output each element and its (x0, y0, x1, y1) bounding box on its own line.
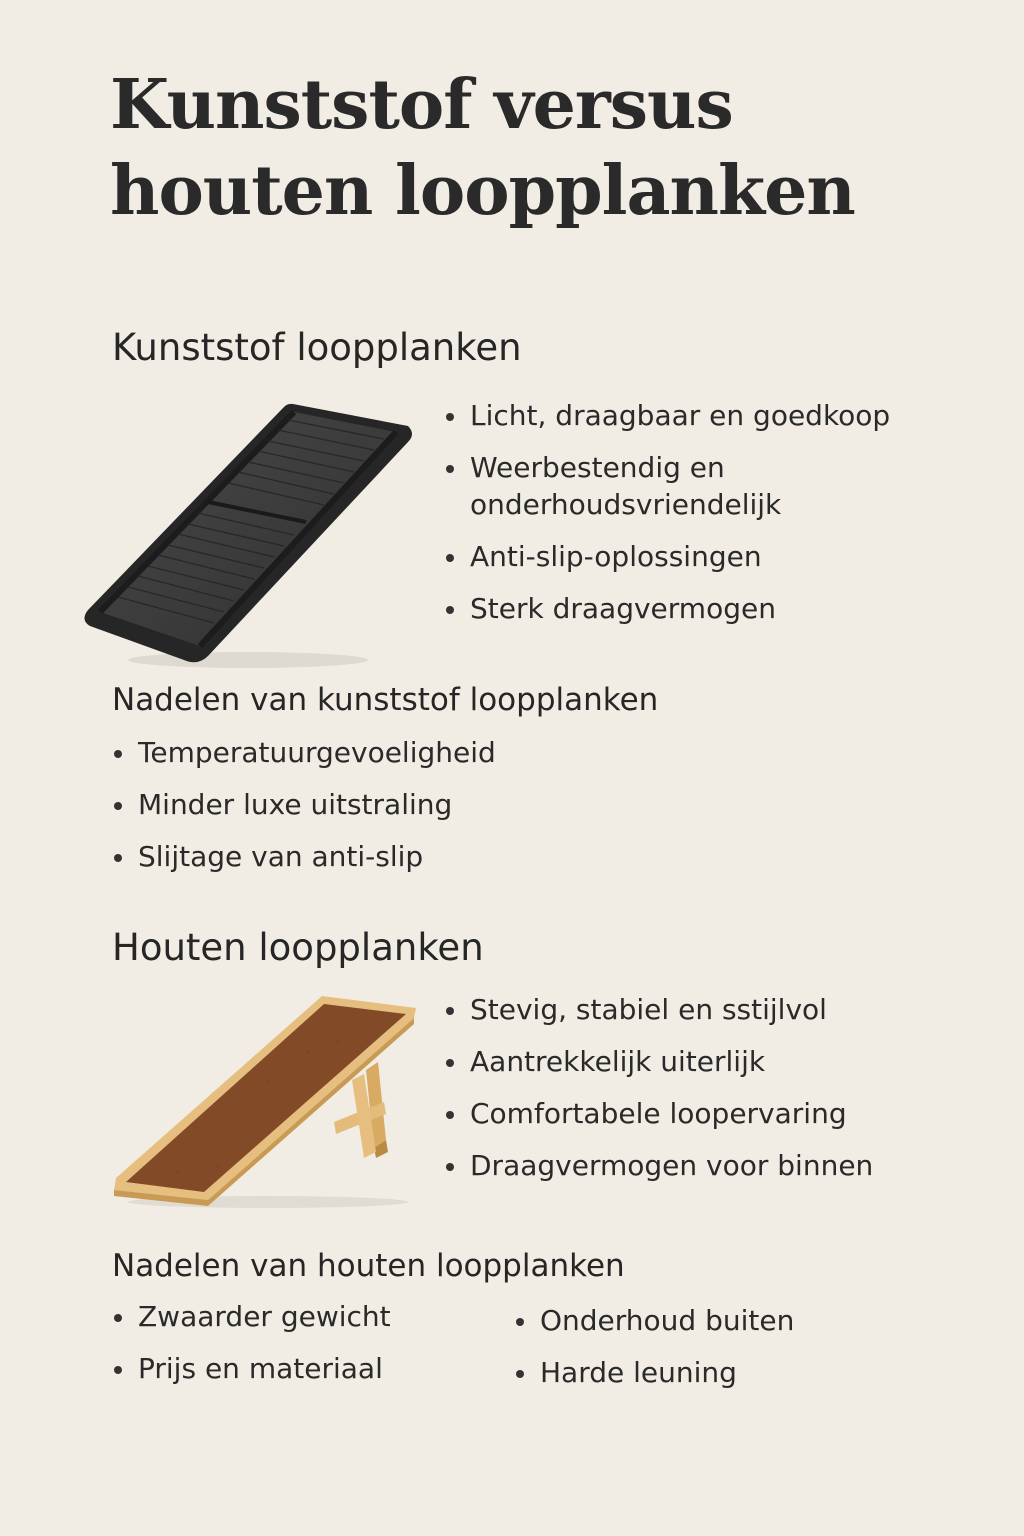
plastic-cons-heading: Nadelen van kunststof loopplanken (112, 682, 659, 718)
list-item-text: Weerbestendig en onderhoudsvriendelijk (470, 451, 782, 521)
list-item: Temperatuurgevoeligheid (112, 734, 712, 771)
wood-section-heading: Houten loopplanken (112, 926, 484, 969)
list-item: Prijs en materiaal (112, 1350, 492, 1387)
list-item: Draagvermogen voor binnen (444, 1147, 1004, 1184)
list-item: Anti-slip-oplossingen (444, 538, 1004, 575)
wood-cons-heading: Nadelen van houten loopplanken (112, 1248, 625, 1284)
page-title-line-2: houten loopplanken (110, 151, 855, 231)
list-item: Minder luxe uitstraling (112, 786, 712, 823)
wood-cons-list-right (514, 1302, 914, 1406)
plastic-pros-list (444, 397, 1004, 642)
wood-cons-list-left (112, 1298, 492, 1402)
list-item: Stevig, stabiel en sstijlvol (444, 991, 1004, 1028)
wood-pros-list (444, 991, 1004, 1199)
wood-ramp-illustration (108, 992, 426, 1214)
plastic-cons-list (112, 734, 712, 890)
list-item: Zwaarder gewicht (112, 1298, 492, 1335)
list-item: Comfortabele loopervaring (444, 1095, 1004, 1132)
list-item: Sterk draagvermogen (444, 590, 1004, 627)
wood-ramp-image (108, 992, 426, 1214)
list-item: Harde leuning (514, 1354, 914, 1391)
plastic-ramp-image (78, 398, 418, 673)
list-item: Onderhoud buiten (514, 1302, 914, 1339)
list-item (444, 449, 1004, 523)
list-item: Licht, draagbaar en goedkoop (444, 397, 1004, 434)
list-item: Slijtage van anti-slip (112, 838, 712, 875)
page-title (110, 62, 970, 234)
list-item: Aantrekkelijk uiterlijk (444, 1043, 1004, 1080)
plastic-ramp-illustration (78, 398, 418, 673)
plastic-section-heading: Kunststof loopplanken (112, 326, 522, 369)
page-title-line-1: Kunststof versus (110, 65, 733, 145)
